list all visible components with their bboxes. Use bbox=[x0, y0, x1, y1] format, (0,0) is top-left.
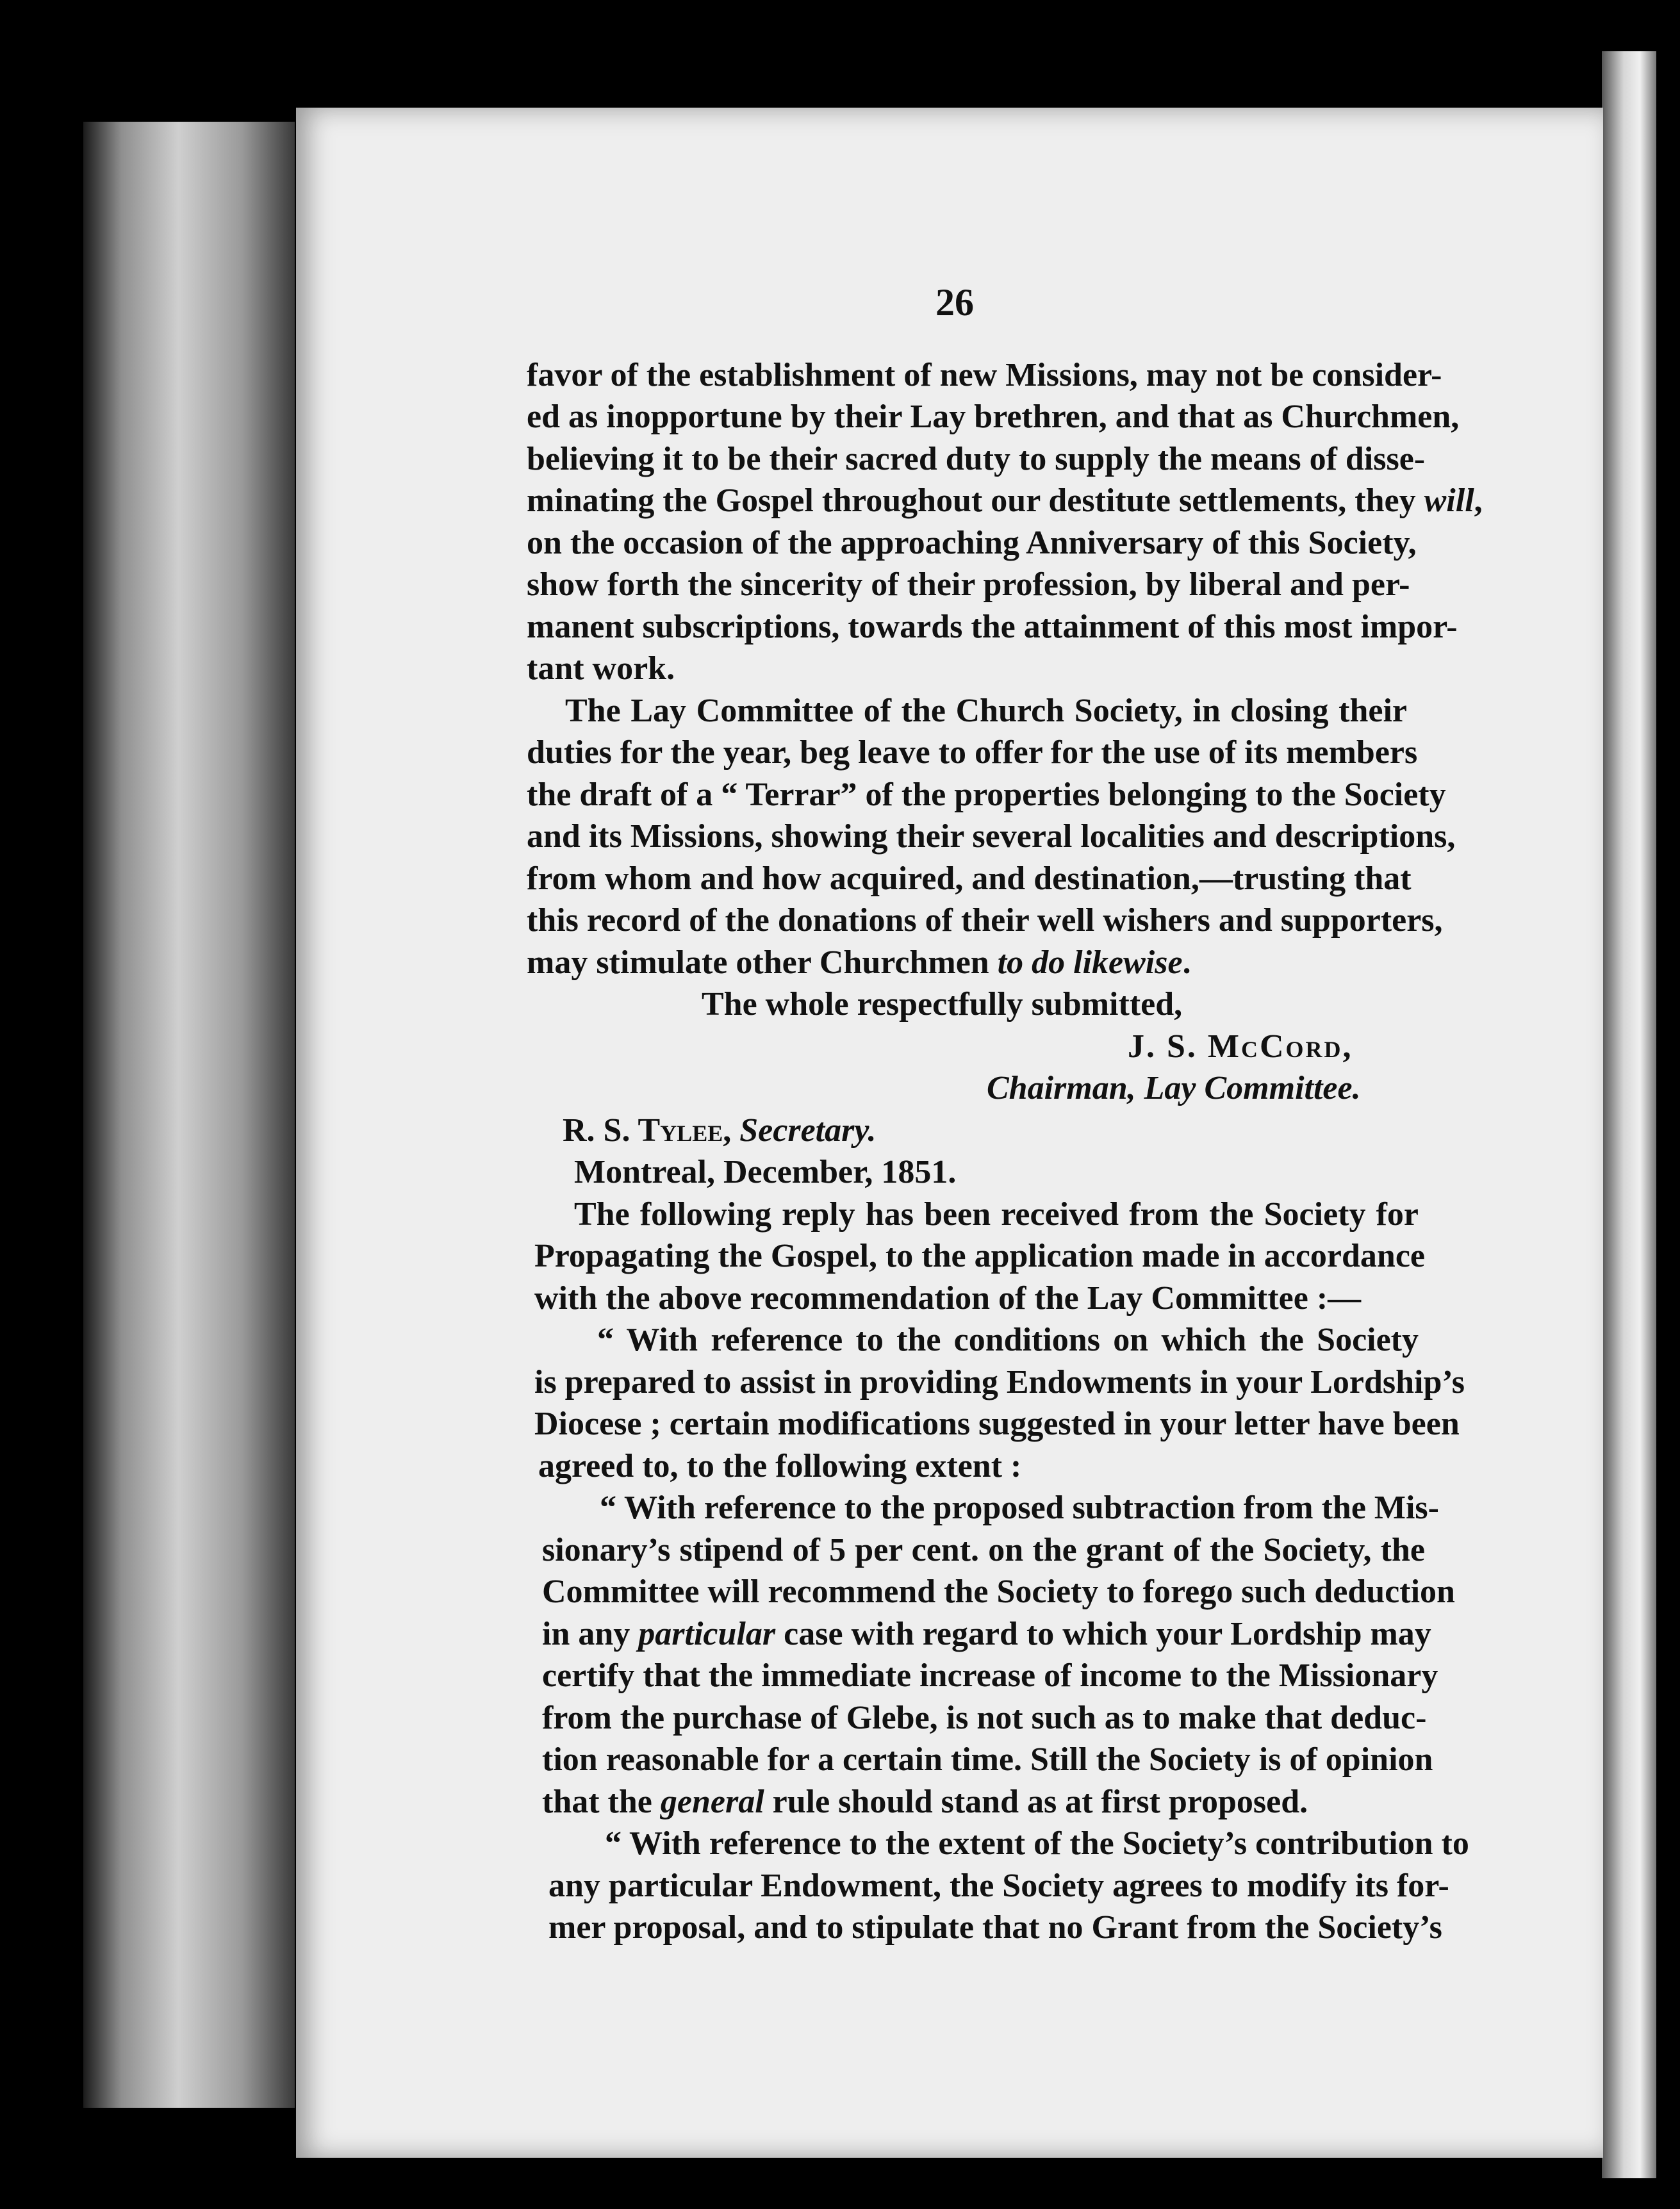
text-line: in any particular case with regard to which your Lordship may bbox=[542, 1616, 1431, 1652]
text-line: certify that the immediate increase of income to the Missionary bbox=[542, 1657, 1438, 1694]
text-line: minating the Gospel throughout our destitute settlements, they will, bbox=[527, 482, 1483, 519]
text-line: show forth the sincerity of their profession, by liberal and per- bbox=[527, 566, 1410, 603]
text-line: sionary’s stipend of 5 per cent. on the grant of the Society, the bbox=[542, 1532, 1425, 1568]
page-number: 26 bbox=[935, 281, 974, 324]
text-line: Propagating the Gospel, to the application made in accordance bbox=[534, 1238, 1426, 1274]
text-line: “ With reference to the extent of the Society’s contribution to bbox=[605, 1825, 1469, 1862]
secretary-line: R. S. Tylee, Secretary. bbox=[563, 1112, 877, 1149]
signature-title: Chairman, Lay Committee. bbox=[987, 1070, 1361, 1106]
text-line: may stimulate other Churchmen to do likewise. bbox=[527, 944, 1191, 981]
text-line: from whom and how acquired, and destination,—trusting that bbox=[527, 860, 1412, 897]
text-line: ed as inopportune by their Lay brethren, and that as Churchmen, bbox=[527, 398, 1460, 435]
text-line: tion reasonable for a certain time. Still the Society is of opinion bbox=[542, 1741, 1433, 1778]
text-line: tant work. bbox=[527, 650, 675, 687]
text-line: believing it to be their sacred duty to supply the means of disse- bbox=[527, 441, 1426, 477]
text-line: The Lay Committee of the Church Society, in closing their bbox=[565, 693, 1407, 729]
text-line: manent subscriptions, towards the attainment of this most impor- bbox=[527, 609, 1458, 645]
text-line: “ With reference to the conditions on which the Society bbox=[597, 1322, 1419, 1358]
text-line: that the general rule should stand as at first proposed. bbox=[542, 1784, 1308, 1820]
text-line: from the purchase of Glebe, is not such as to make that deduc- bbox=[542, 1700, 1427, 1736]
text-line: Diocese ; certain modifications suggested in your letter have been bbox=[534, 1406, 1460, 1442]
text-line: duties for the year, beg leave to offer for the use of its members bbox=[527, 734, 1418, 771]
text-line: this record of the donations of their well wishers and supporters, bbox=[527, 902, 1443, 939]
date-line: Montreal, December, 1851. bbox=[574, 1154, 957, 1190]
text-line: mer proposal, and to stipulate that no Grant from the Society’s bbox=[548, 1909, 1442, 1946]
text-line: and its Missions, showing their several localities and descriptions, bbox=[527, 818, 1456, 855]
text-line: any particular Endowment, the Society agrees to modify its for- bbox=[548, 1868, 1449, 1904]
text-line: with the above recommendation of the Lay Committee :— bbox=[534, 1280, 1362, 1317]
text-line: “ With reference to the proposed subtraction from the Mis- bbox=[600, 1490, 1439, 1526]
text-line: The following reply has been received from the Society for bbox=[574, 1196, 1419, 1233]
text-line: agreed to, to the following extent : bbox=[538, 1448, 1022, 1484]
text-line: on the occasion of the approaching Anniversary of this Society, bbox=[527, 525, 1417, 561]
closing-line: The whole respectfully submitted, bbox=[702, 986, 1183, 1022]
signature-name: J. S. McCord, bbox=[1128, 1028, 1353, 1065]
text-line: Committee will recommend the Society to forego such deduction bbox=[542, 1573, 1455, 1610]
text-line: is prepared to assist in providing Endowments in your Lordship’s bbox=[534, 1364, 1465, 1400]
text-line: favor of the establishment of new Missions, may not be consider- bbox=[527, 357, 1442, 393]
text-line: the draft of a “ Terrar” of the properties belonging to the Society bbox=[527, 776, 1446, 813]
